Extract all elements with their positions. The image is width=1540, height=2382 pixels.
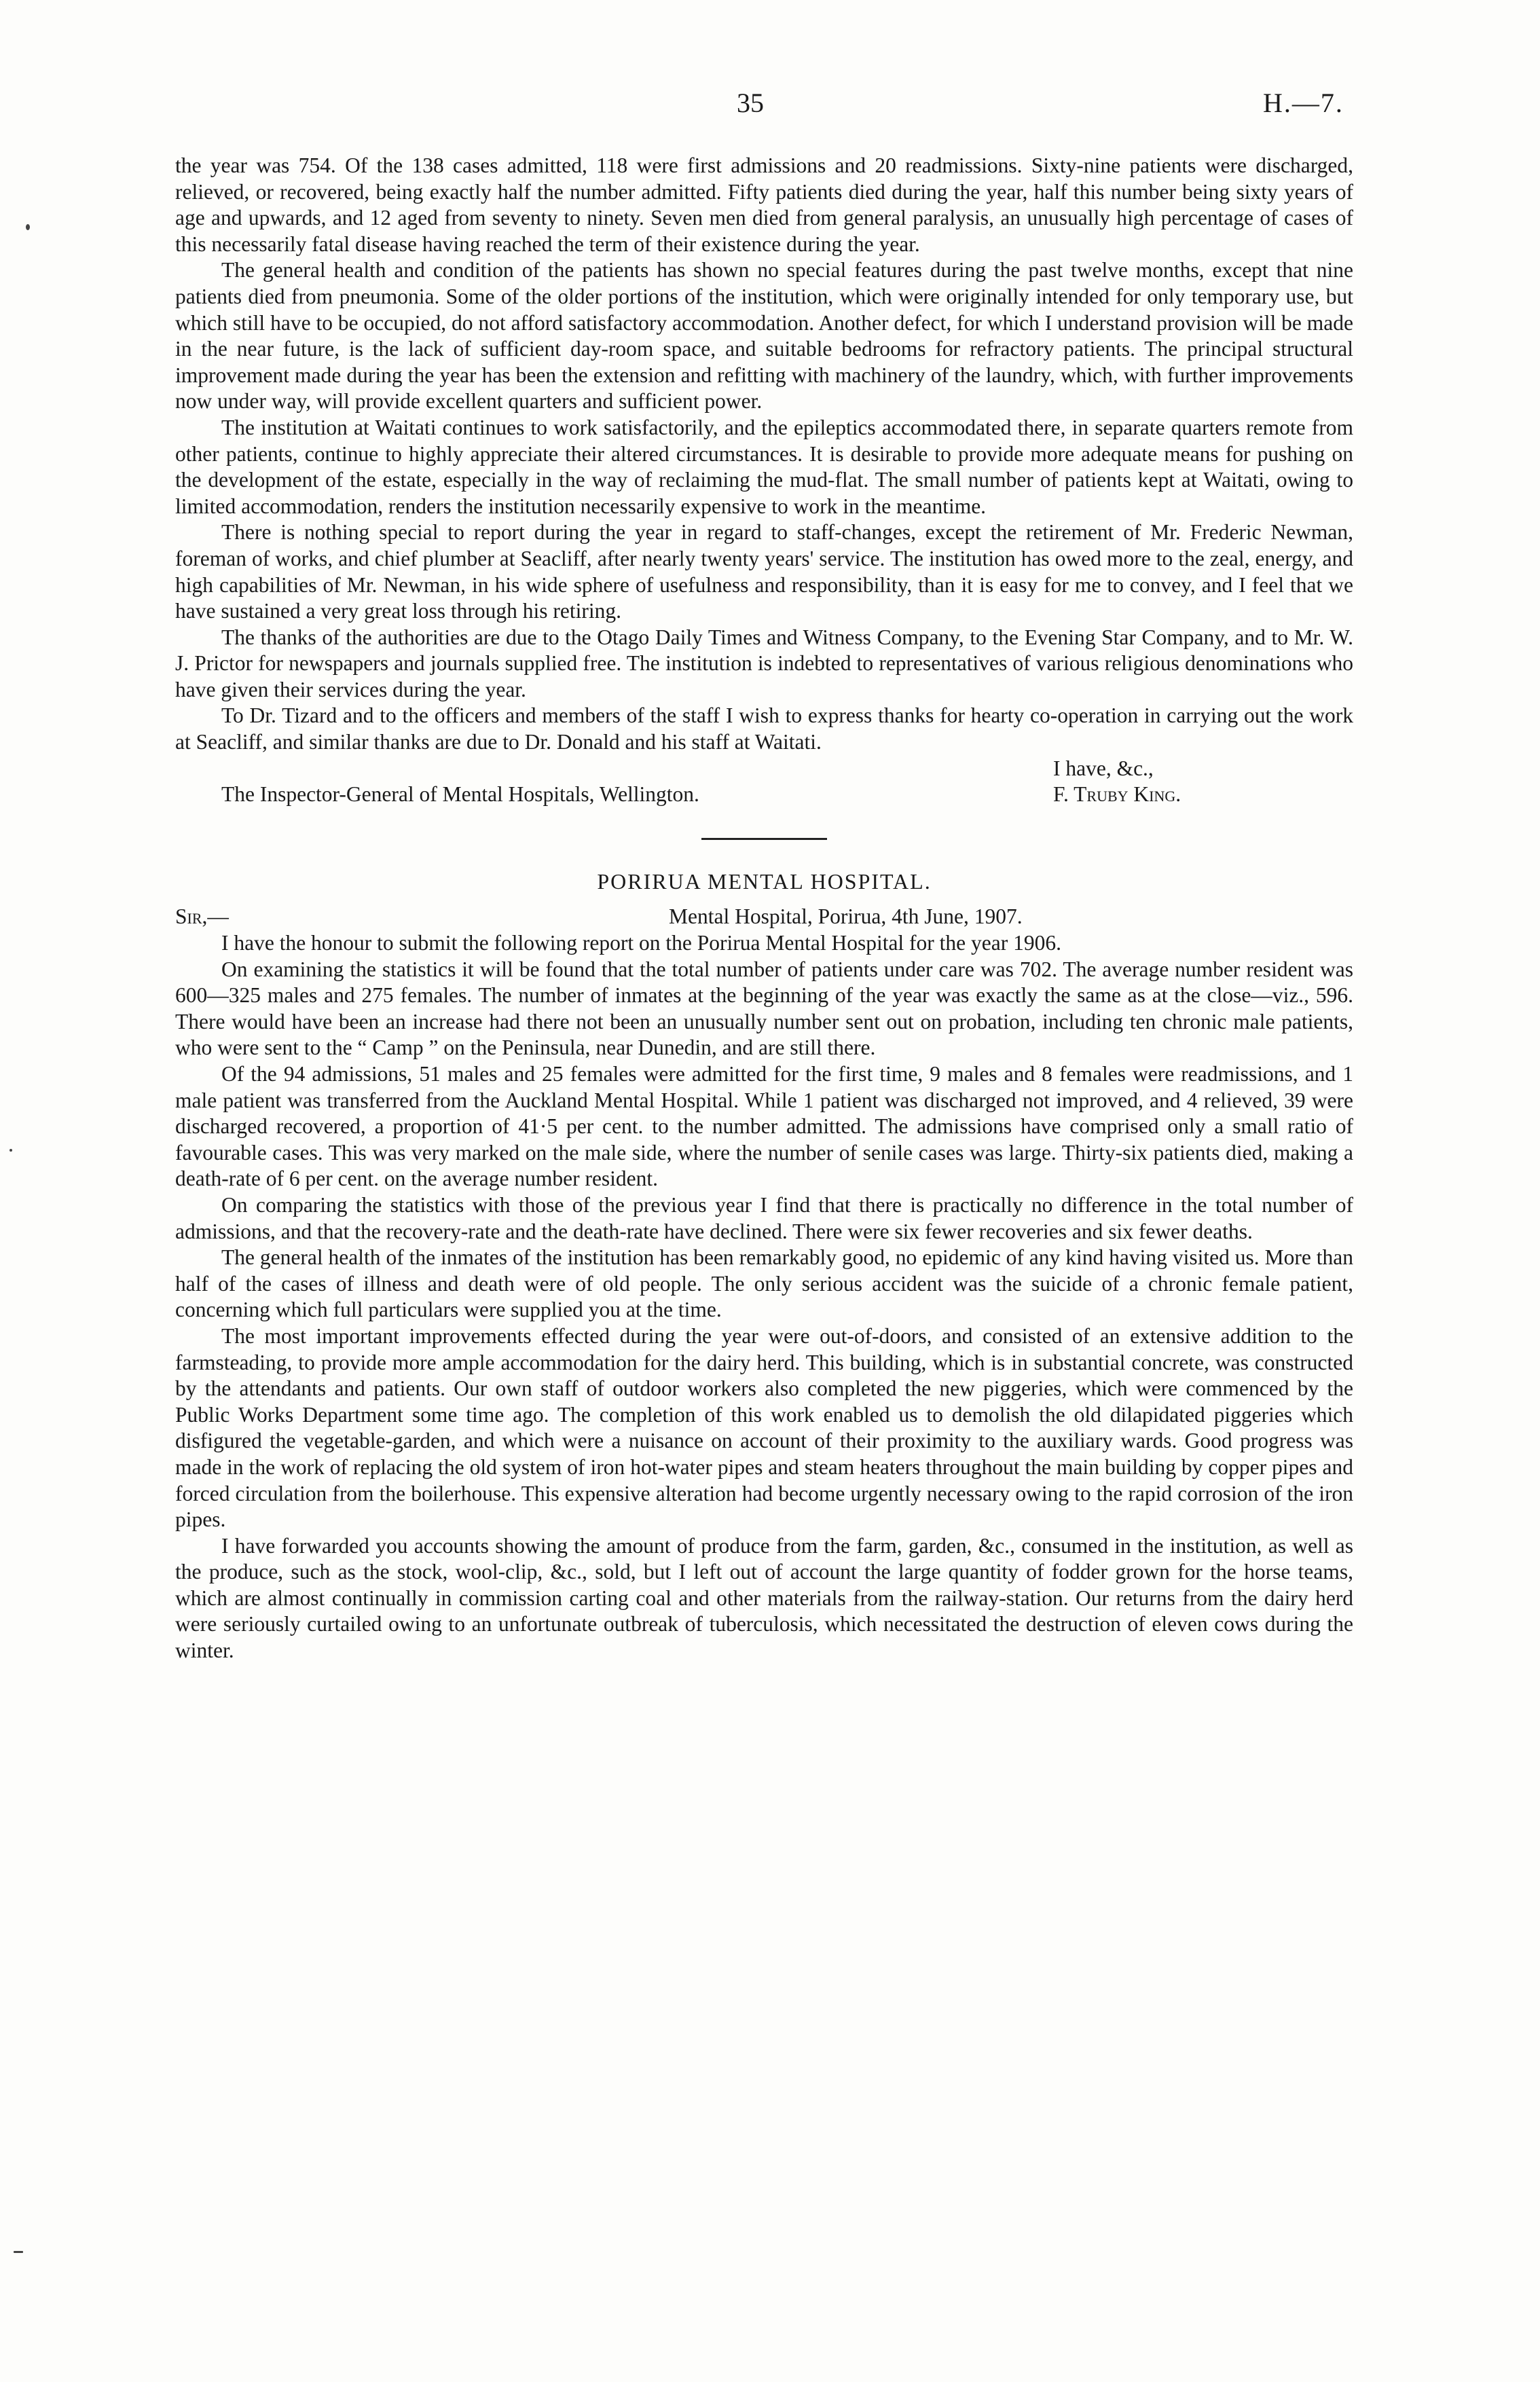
porirua-paragraph-4: On comparing the statistics with those of the previous year I find that there is practically no difference in the total number of admissions, and that the recovery-rate and the death-rate have declined. There were six fewer recoveries and six fewer deaths. [175, 1192, 1353, 1243]
seacliff-paragraph-4: There is nothing special to report during the year in regard to staff-changes, except the retirement of Mr. Frederic Newman, foreman of works, and chief plumber at Seacliff, after nearly twenty years' service. The institution has owed more to the zeal, energy, and high capabilities of Mr. Newman, in his wide sphere of usefulness and responsibility, than it is easy for me to convey, and I feel that we have sustained a very great loss through his retiring. [175, 520, 1353, 623]
porirua-paragraph-3: Of the 94 admissions, 51 males and 25 females were admitted for the first time, 9 males and 8 females were readmissions, and 1 male patient was transferred from the Auckland Mental Hospital. While 1 patient was discharged not improved, and 4 relieved, 39 were discharged recovered, a proportion of 41·5 per cent. to the number admitted. The admissions have comprised only a small ratio of favourable cases. This was very marked on the male side, where the number of senile cases was large. Thirty-six patients died, making a death-rate of 6 per cent. on the average number resident. [175, 1062, 1353, 1191]
scan-speck [10, 1149, 12, 1152]
signature: F. Truby King. [1053, 782, 1181, 807]
seacliff-paragraph-3: The institution at Waitati continues to work satisfactorily, and the epileptics accommodated there, in separate quarters remote from other patients, continue to highly appreciate their altered circumstances. It is desirable to provide more adequate means for pushing on the development of the estate, especially in the way of reclaiming the mud-flat. The small number of patients kept at Waitati, owing to limited accommodation, renders the institution necessarily expensive to work in the meantime. [175, 415, 1353, 518]
seacliff-paragraph-6: To Dr. Tizard and to the officers and members of the staff I wish to express thanks for hearty co-operation in carrying out the work at Seacliff, and similar thanks are due to Dr. Donald and his staff at Waitati. [175, 703, 1353, 754]
seacliff-paragraph-2: The general health and condition of the patients has shown no special features during the past twelve months, except that nine patients died from pneumonia. Some of the older portions of the institution, which were originally intended for only temporary use, but which still have to be occupied, do not afford satisfactory accommodation. Another defect, for which I understand provision will be made in the near future, is the lack of sufficient day-room space, and suitable bedrooms for refractory patients. The principal structural improvement made during the year has been the extension and refitting with machinery of the laundry, which, with further improvements now under way, will provide excellent quarters and sufficient power. [175, 258, 1353, 414]
body-text [175, 153, 1353, 1664]
page-header [0, 87, 1540, 128]
porirua-paragraph-2: On examining the statistics it will be found that the total number of patients under care was 702. The average number resident was 600—325 males and 275 females. The number of inmates at the beginning of the year was exactly the same as at the close—viz., 596. There would have been an increase had there not been an unusually number sent out on probation, including ten chronic male patients, who were sent to the “ Camp ” on the Peninsula, near Dunedin, and are still there. [175, 957, 1353, 1060]
dateline: Mental Hospital, Porirua, 4th June, 1907. [669, 904, 1023, 929]
porirua-paragraph-5: The general health of the inmates of the institution has been remarkably good, no epidemic of any kind having visited us. More than half of the cases of illness and death were of old people. The only serious accident was the suicide of a chronic female patient, concerning which full particulars were supplied you at the time. [175, 1245, 1353, 1322]
closing-line [175, 756, 1353, 782]
signature-line [175, 782, 1353, 808]
seacliff-paragraph-1: the year was 754. Of the 138 cases admitted, 118 were first admissions and 20 readmissions. Sixty-nine patients were discharged, relieved, or recovered, being exactly half the number admitted. Fifty patients died during the year, half this number being sixty years of age and upwards, and 12 aged from seventy to ninety. Seven men died from general paralysis, an unusually high percentage of cases of this necessarily fatal disease having reached the term of their existence during the year. [175, 153, 1353, 256]
section-title: PORIRUA MENTAL HOSPITAL. [597, 868, 932, 894]
porirua-paragraph-7: I have forwarded you accounts showing the amount of produce from the farm, garden, &c., consumed in the institution, as well as the produce, such as the stock, wool-clip, &c., sold, but I left out of account the large quantity of fodder grown for the horse teams, which are almost continually in commission carting coal and other materials from the railway-station. Our returns from the dairy herd were seriously curtailed owing to an unfortunate outbreak of tuberculosis, which necessitated the destruction of eleven cows during the winter. [175, 1533, 1353, 1663]
scan-speck [14, 2251, 23, 2253]
page-number: 35 [737, 88, 764, 118]
closing-formula: I have, &c., [1053, 756, 1154, 780]
seacliff-paragraph-5: The thanks of the authorities are due to the Otago Daily Times and Witness Company, to the Evening Star Company, and to Mr. W. J. Prictor for newspapers and journals supplied free. The institution is indebted to representatives of various religious denominations who have given their services during the year. [175, 625, 1353, 701]
section-divider [701, 838, 827, 840]
addressee: The Inspector-General of Mental Hospitals, Wellington. [221, 782, 699, 807]
porirua-paragraph-6: The most important improvements effected during the year were out-of-doors, and consisted of an extensive addition to the farmsteading, to provide more ample accommodation for the dairy herd. This building, which is in substantial concrete, was constructed by the attendants and patients. Our own staff of outdoor workers also completed the new piggeries, which were commenced by the Public Works Department some time ago. The completion of this work enabled us to demolish the old dilapidated piggeries which disfigured the vegetable-garden, and which were a nuisance on account of their proximity to the auxiliary wards. Good progress was made in the work of replacing the old system of iron hot-water pipes and steam heaters throughout the main building by copper pipes and forced circulation from the boilerhouse. This expensive alteration had become urgently necessary owing to the rapid corrosion of the iron pipes. [175, 1323, 1353, 1532]
salutation-row [175, 904, 1353, 930]
salutation: Sir,— [175, 904, 229, 929]
document-reference: H.—7. [1263, 88, 1344, 118]
scan-speck [26, 224, 30, 230]
porirua-paragraph-1: I have the honour to submit the following report on the Porirua Mental Hospital for the year 1906. [221, 931, 1061, 955]
